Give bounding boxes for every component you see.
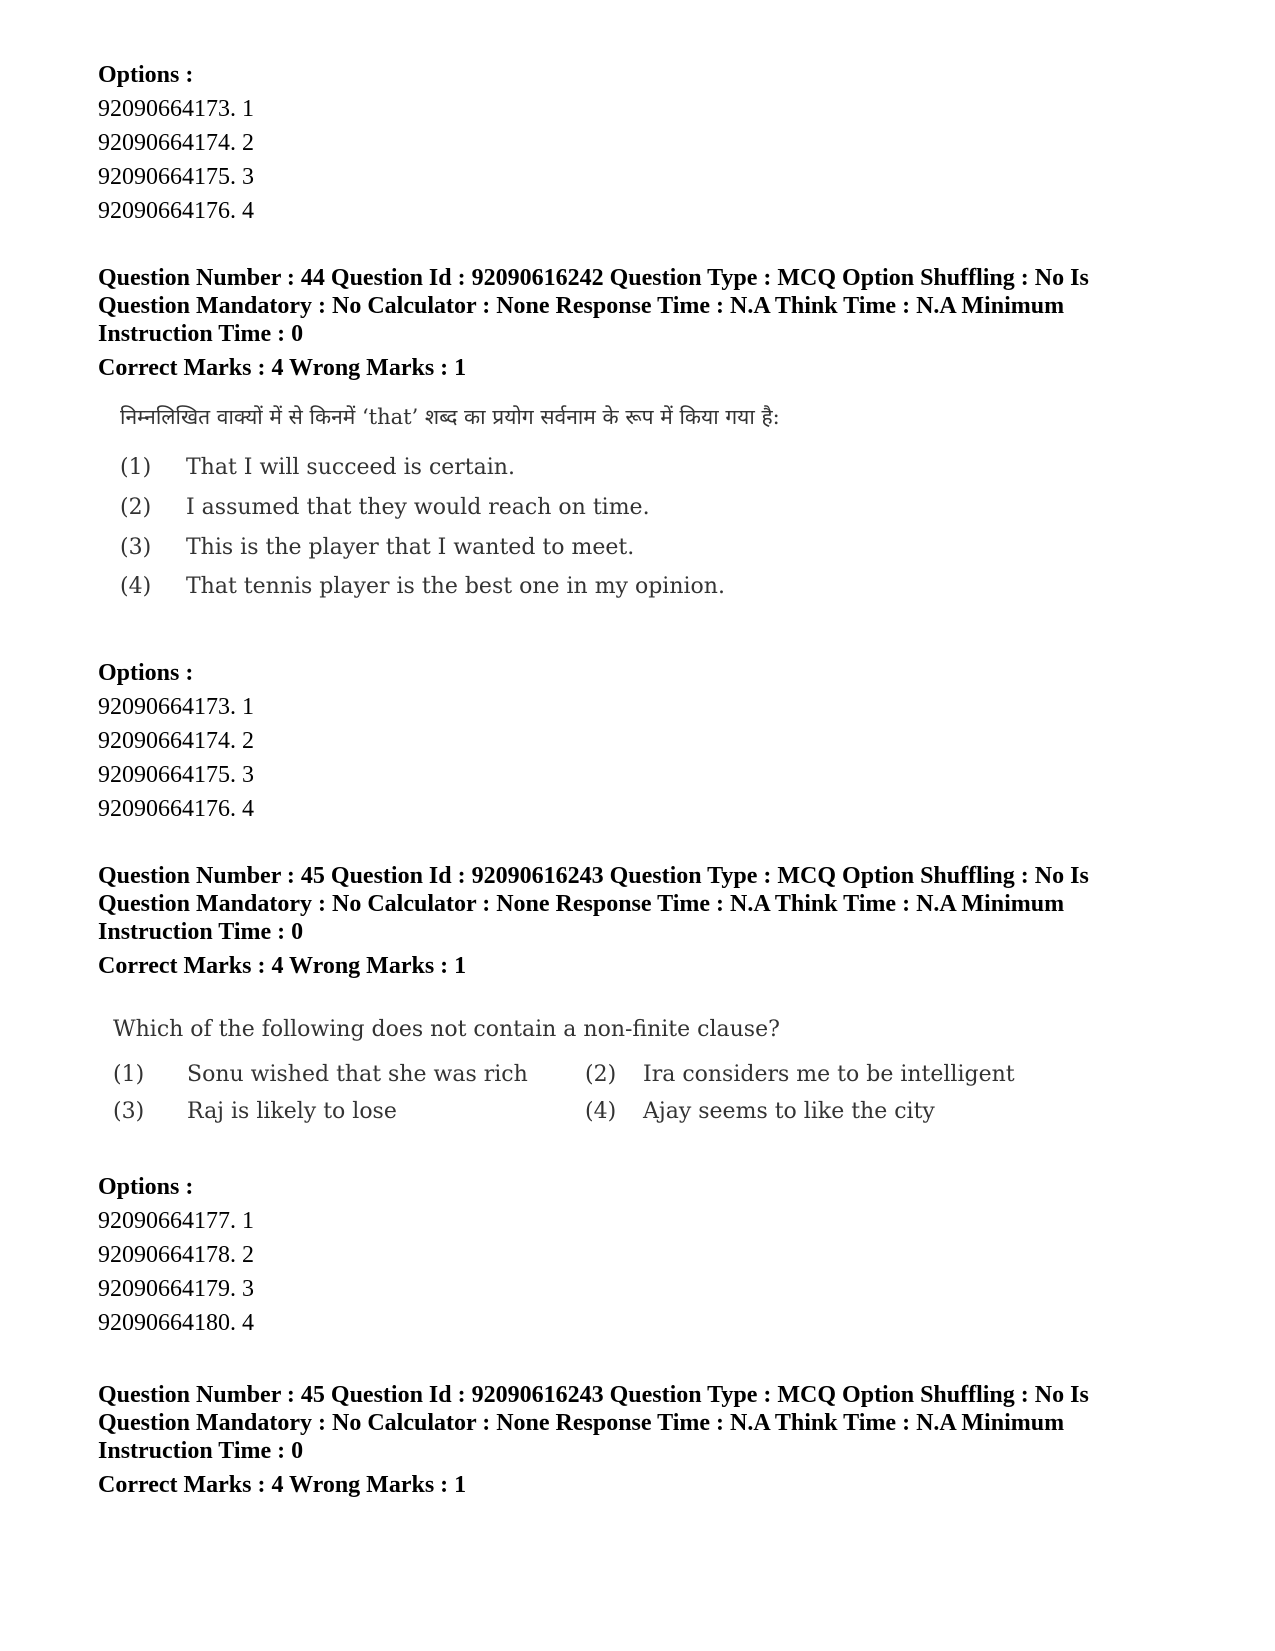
question-item xyxy=(113,1062,528,1087)
options-label: Options : xyxy=(98,1174,194,1200)
question-item xyxy=(113,1099,397,1124)
option-item: 92090664173. 1 xyxy=(98,694,254,720)
item-text: Raj is likely to lose xyxy=(187,1099,397,1124)
question-marks: Correct Marks : 4 Wrong Marks : 1 xyxy=(98,1472,467,1498)
option-item: 92090664176. 4 xyxy=(98,198,254,224)
item-number: (4) xyxy=(585,1099,617,1124)
item-text: Sonu wished that she was rich xyxy=(187,1062,528,1087)
item-text: This is the player that I wanted to meet. xyxy=(186,535,635,560)
item-text: That tennis player is the best one in my opinion. xyxy=(186,574,725,599)
option-item: 92090664174. 2 xyxy=(98,728,254,754)
item-number: (1) xyxy=(120,455,152,480)
question-header: Question Number : 45 Question Id : 92090616243 Question Type : MCQ Option Shuffling : No Is Question Mandatory : No Calculator : None Response Time : N.A Think Time : N.A Minimum Instruction Time : 0 xyxy=(98,1382,1089,1464)
question-item xyxy=(585,1099,935,1124)
question-header: Question Number : 44 Question Id : 92090616242 Question Type : MCQ Option Shuffling : No Is Question Mandatory : No Calculator : None Response Time : N.A Think Time : N.A Minimum Instruction Time : 0 xyxy=(98,265,1089,347)
question-stem: निम्नलिखित वाक्यों में से किनमें ‘that’ शब्द का प्रयोग सर्वनाम के रूप में किया गया है: xyxy=(120,405,780,429)
options-label: Options : xyxy=(98,62,194,88)
item-text: Ira considers me to be intelligent xyxy=(643,1062,1015,1087)
question-item xyxy=(120,495,650,520)
option-item: 92090664175. 3 xyxy=(98,762,254,788)
option-item: 92090664174. 2 xyxy=(98,130,254,156)
question-45-body xyxy=(113,1015,1043,1145)
question-44-body xyxy=(120,402,880,622)
item-number: (3) xyxy=(113,1099,145,1124)
item-text: I assumed that they would reach on time. xyxy=(186,495,650,520)
options-block-q44 xyxy=(98,656,1198,826)
question-45-repeat-header-block xyxy=(98,1381,1198,1499)
question-marks: Correct Marks : 4 Wrong Marks : 1 xyxy=(98,953,467,979)
item-text: That I will succeed is certain. xyxy=(186,455,515,480)
item-number: (2) xyxy=(585,1062,617,1087)
question-header: Question Number : 45 Question Id : 92090616243 Question Type : MCQ Option Shuffling : No Is Question Mandatory : No Calculator : None Response Time : N.A Think Time : N.A Minimum Instruction Time : 0 xyxy=(98,863,1089,945)
option-item: 92090664180. 4 xyxy=(98,1310,254,1336)
option-item: 92090664173. 1 xyxy=(98,96,254,122)
item-number: (2) xyxy=(120,495,152,520)
option-item: 92090664179. 3 xyxy=(98,1276,254,1302)
option-item: 92090664176. 4 xyxy=(98,796,254,822)
item-text: Ajay seems to like the city xyxy=(643,1099,935,1124)
option-item: 92090664175. 3 xyxy=(98,164,254,190)
question-item xyxy=(120,455,515,480)
question-item xyxy=(120,535,634,560)
options-block-prev xyxy=(98,58,1198,228)
question-45-header-block xyxy=(98,862,1198,980)
options-block-q45 xyxy=(98,1170,1198,1340)
option-item: 92090664178. 2 xyxy=(98,1242,254,1268)
question-stem: Which of the following does not contain a non-finite clause? xyxy=(113,1017,780,1042)
item-number: (3) xyxy=(120,535,152,560)
item-number: (4) xyxy=(120,574,152,599)
question-item xyxy=(120,574,725,599)
question-44-header-block xyxy=(98,264,1198,382)
options-label: Options : xyxy=(98,660,194,686)
item-number: (1) xyxy=(113,1062,145,1087)
option-item: 92090664177. 1 xyxy=(98,1208,254,1234)
question-marks: Correct Marks : 4 Wrong Marks : 1 xyxy=(98,355,467,381)
question-item xyxy=(585,1062,1015,1087)
